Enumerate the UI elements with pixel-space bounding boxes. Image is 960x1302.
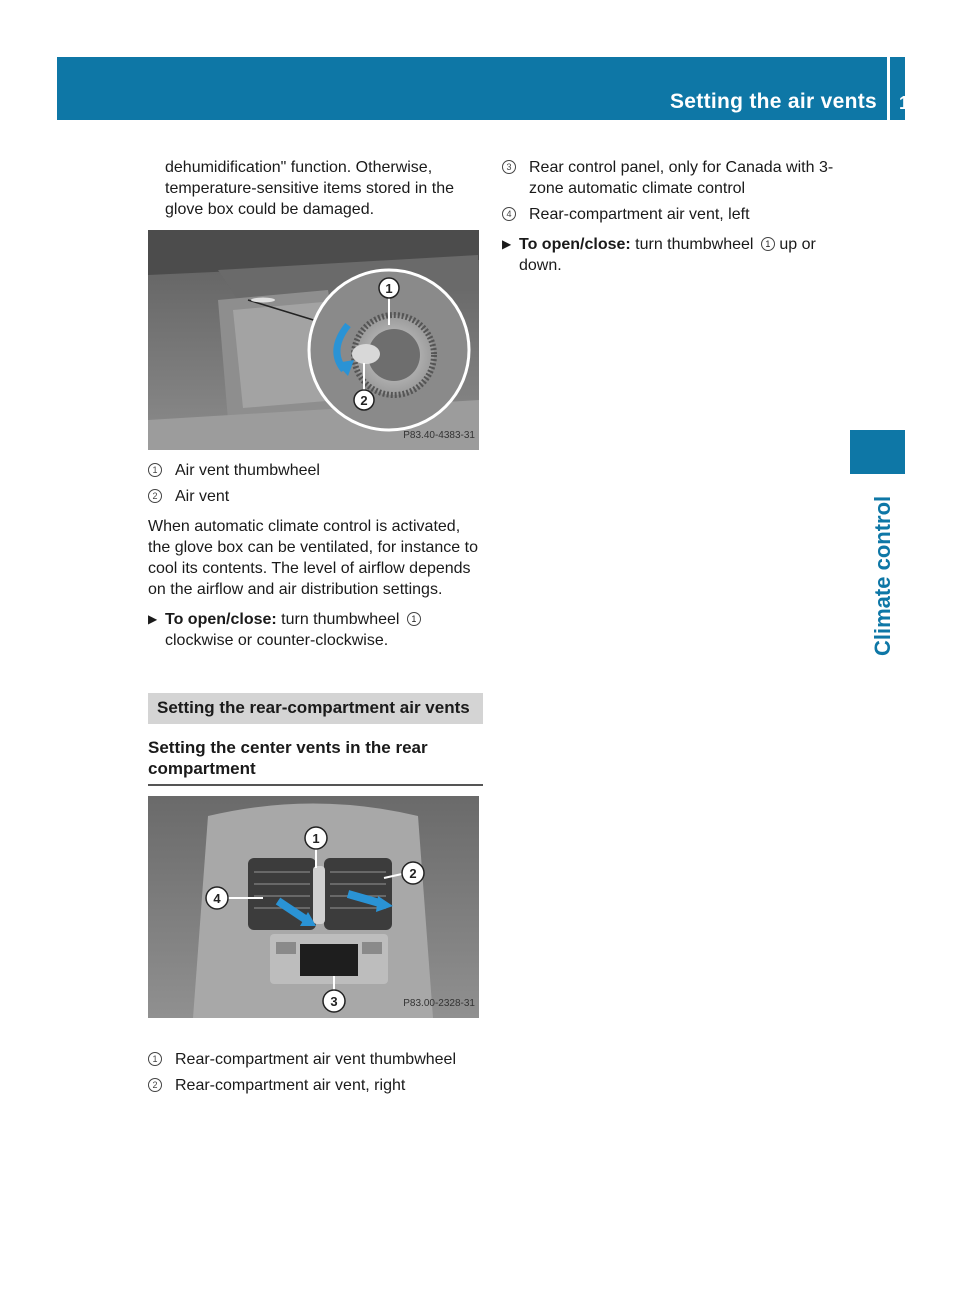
step-text-cont: clockwise or counter-clockwise. (165, 632, 389, 649)
rear-vents-figure (148, 796, 479, 1018)
legend-number: 2 (148, 489, 162, 503)
callout-1: 1 (385, 281, 393, 296)
sub-heading: Setting the center vents in the rear compartment (148, 737, 483, 786)
legend-item (148, 1075, 483, 1096)
step-ref: 1 (761, 237, 775, 251)
step-label: To open/close: (519, 236, 631, 253)
legend-number: 1 (148, 463, 162, 477)
instruction-step (502, 234, 842, 276)
page-title: Setting the air vents (669, 90, 877, 113)
header-bar (57, 57, 930, 120)
callout-4: 4 (213, 891, 221, 906)
callout-2: 2 (360, 393, 368, 408)
intro-paragraph: dehumidification" function. Otherwise, temperature-sensitive items stored in the glove box could be damaged. (165, 159, 455, 218)
legend-text: Rear-compartment air vent, right (175, 1077, 406, 1094)
glovebox-figure (148, 230, 479, 450)
figure-code: P83.00-2328-31 (403, 998, 475, 1009)
chapter-tab (850, 430, 905, 474)
legend-number: 3 (502, 160, 516, 174)
step-label: To open/close: (165, 611, 277, 628)
legend-text: Rear-compartment air vent, left (529, 206, 750, 223)
body-paragraph: When automatic climate control is activated, the glove box can be ventilated, for instance to cool its contents. The level of airflow depends on the airflow and air distribution settings. (148, 518, 478, 598)
rear-vents-illustration (148, 796, 479, 1018)
glovebox-illustration (148, 230, 479, 450)
section-heading: Setting the rear-compartment air vents (148, 693, 483, 724)
header-divider (887, 57, 890, 120)
callout-1: 1 (312, 831, 320, 846)
figure-code: P83.40-4383-31 (403, 430, 475, 441)
step-text: turn thumbwheel (630, 236, 758, 253)
step-arrow-icon: ▶ (502, 237, 512, 251)
legend-item (148, 460, 483, 481)
legend-item (148, 486, 483, 507)
legend-number: 2 (148, 1078, 162, 1092)
legend-text: Air vent (175, 488, 230, 505)
right-column (502, 157, 842, 276)
step-arrow-icon: ▶ (148, 612, 158, 626)
legend-item (148, 1049, 483, 1070)
legend-item (502, 157, 842, 199)
chapter-label-text: Climate control (870, 495, 895, 656)
legend-item (502, 204, 842, 225)
legend-number: 4 (502, 207, 516, 221)
step-text-cont: up or down. (519, 236, 816, 274)
legend-number: 1 (148, 1052, 162, 1066)
chapter-label (850, 486, 895, 656)
instruction-step (148, 609, 483, 651)
legend-text: Rear-compartment air vent thumbwheel (175, 1051, 457, 1068)
legend-text: Rear control panel, only for Canada with 3-zone automatic climate control (529, 159, 834, 197)
left-column (148, 157, 483, 1096)
callout-3: 3 (330, 994, 338, 1009)
legend-text: Air vent thumbwheel (175, 462, 320, 479)
page-number: 143 (899, 93, 930, 113)
callout-2: 2 (409, 866, 417, 881)
step-text: turn thumbwheel (276, 611, 404, 628)
step-ref: 1 (407, 612, 421, 626)
